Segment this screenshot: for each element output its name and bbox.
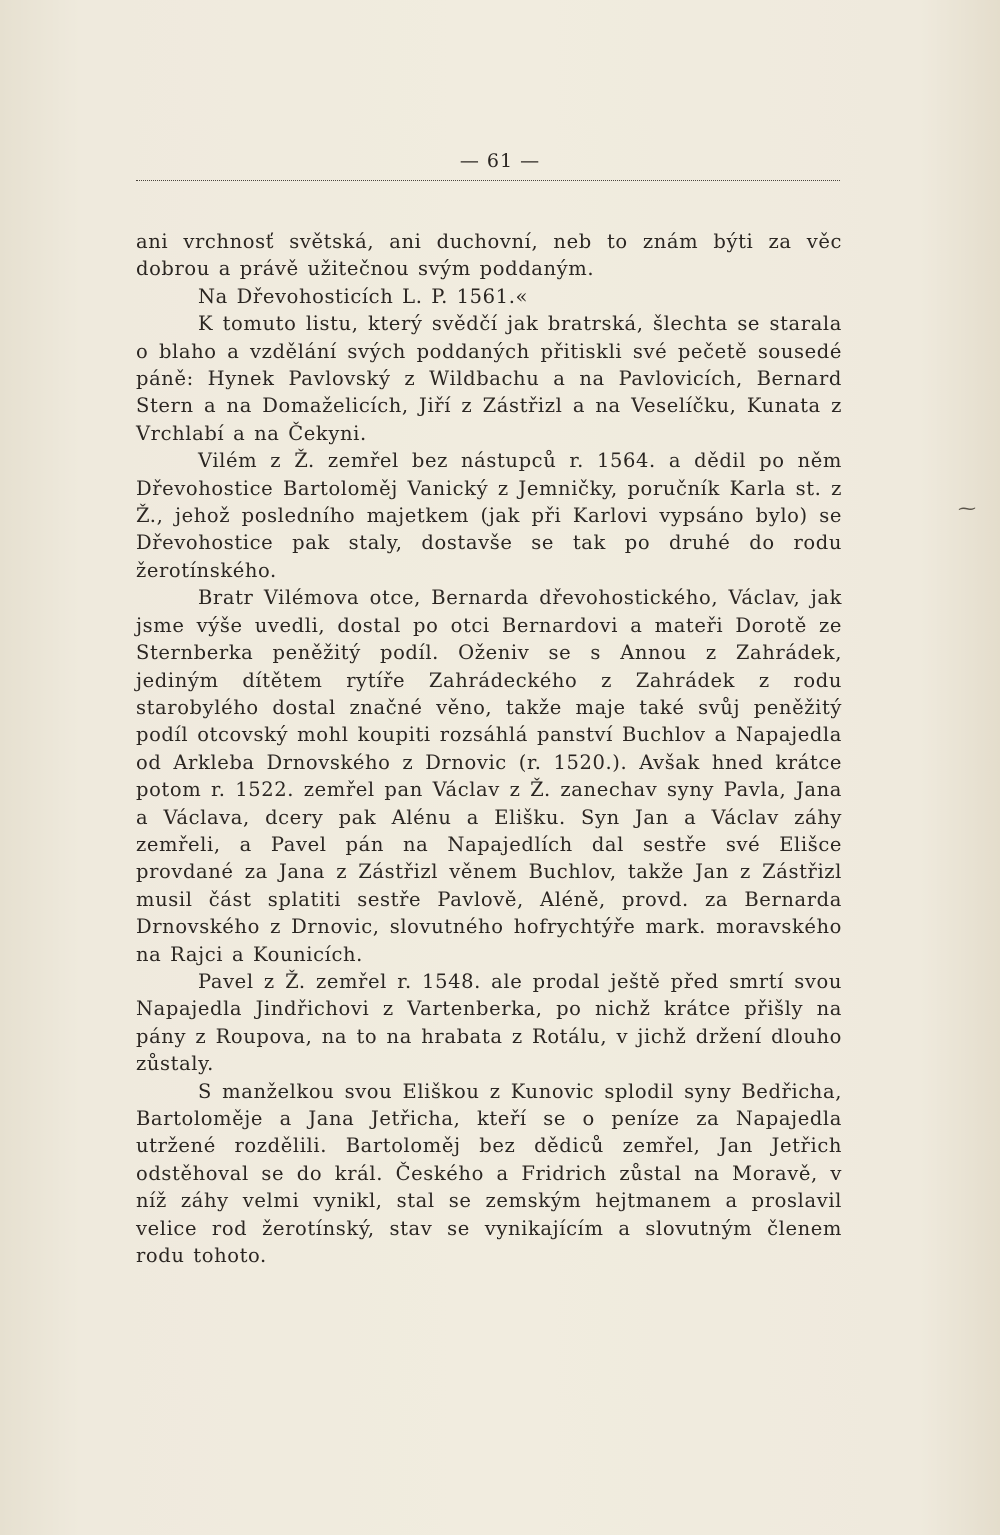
body-text <box>136 228 842 1269</box>
margin-mark: ⁓ <box>958 498 976 519</box>
paragraph-5: Bratr Vilémova otce, Bernarda dřevohostického, Václav, jak jsme výše uvedli, dostal po otci Bernardovi a mateři Dorotě ze Sternberka peněžitý podíl. Oženiv se s Annou z Zahrádek, jediným dítětem rytíře Zahrádeckého z Zahrádek z rodu starobylého dostal značné věno, takže maje také svůj peněžitý podíl otcovský mohl koupiti rozsáhlá panství Buchlov a Napajedla od Arkleba Drnovského z Drnovic (r. 1520.). Avšak hned krátce potom r. 1522. zemřel pan Václav z Ž. zanechav syny Pavla, Jana a Václava, dcery pak Alénu a Elišku. Syn Jan a Václav záhy zemřeli, a Pavel pán na Napajedlích dal sestře své Elišce provdané za Jana z Zástřizl věnem Buchlov, takže Jan z Zástřizl musil část splatiti sestře Pavlově, Aléně, provd. za Bernarda Drnovského z Drnovic, slovutného hofrychtýře mark. moravského na Rajci a Kounicích. <box>136 586 842 966</box>
paragraph-3: K tomuto listu, který svědčí jak bratrská, šlechta se starala o blaho a vzdělání svých poddaných přitiskli své pečetě sousedé páně: Hynek Pavlovský z Wildbachu a na Pavlovicích, Bernard Stern a na Domaželicích, Jiří z Zástřizl a na Veselíčku, Kunata z Vrchlabí a na Čekyni. <box>136 312 842 445</box>
paragraph-7: S manželkou svou Eliškou z Kunovic splodil syny Bedřicha, Bartoloměje a Jana Jetřicha, kteří se o peníze za Napajedla utržené rozdělili. Bartoloměj bez dědiců zemřel, Jan Jetřich odstěhoval se do král. Českého a Fridrich zůstal na Moravě, v níž záhy velmi vynikl, stal se zemským hejtmanem a proslavil velice rod žerotínský, stav se vynikajícím a slovutným členem rodu tohoto. <box>136 1079 842 1268</box>
paragraph-4: Vilém z Ž. zemřel bez nástupců r. 1564. a dědil po něm Dřevohostice Bartoloměj Vanický z Jemničky, poručník Karla st. z Ž., jehož posledního majetkem (jak při Karlovi vypsáno bylo) se Dřevohostice pak staly, dostavše se tak po druhé do rodu žerotínského. <box>136 449 842 582</box>
paragraph-1: ani vrchnosť světská, ani duchovní, neb to znám býti za věc dobrou a právě užitečnou svým poddaným. <box>136 230 842 281</box>
paragraph-2: Na Dřevohosticích L. P. 1561.« <box>198 284 529 308</box>
paragraph-6: Pavel z Ž. zemřel r. 1548. ale prodal ještě před smrtí svou Napajedla Jindřichovi z Vartenberka, po nichž krátce přišly na pány z Roupova, na to na hrabata z Rotálu, v jichž držení dlouho zůstaly. <box>136 969 842 1076</box>
header-rule <box>136 180 840 181</box>
page-number: — 61 — <box>459 150 541 172</box>
